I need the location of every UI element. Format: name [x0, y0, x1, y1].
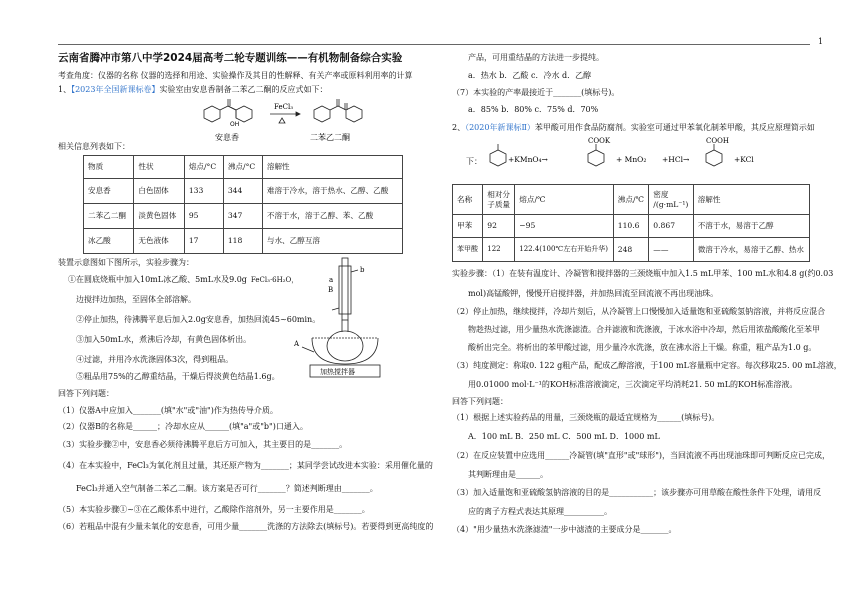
step-1: ①在圆底烧瓶中加入10mL冰乙酸、5mL水及9.0g FeCl₃·6H₂O， [68, 275, 299, 284]
label-b2: b [360, 266, 365, 274]
procedure-line: 用0.01000 mol·L⁻¹的KOH标准溶液滴定，三次滴定平均消耗21. 50 mL的KOH标准溶液。 [468, 380, 798, 389]
table-cell: 344 [223, 179, 262, 204]
step-2: ②停止加热，待沸腾平息后加入2.0g安息香，加热回流45~60min。 [76, 315, 321, 324]
reagent-label: FeCl₃ [274, 103, 294, 111]
page-title: 云南省腾冲市第八中学2024届高考二轮专题训练——有机物制备综合实验 [58, 52, 403, 64]
cooh-label: COOH [706, 137, 729, 145]
q2-sub-1-options: A．100 mL B．250 mL C．500 mL D．1000 mL [468, 432, 660, 441]
intro-text: 考查角度：仪器的名称 仪器的选择和用途、实验操作及其目的性解释、有关产率或原料利用率的计算 [58, 71, 413, 80]
table-cell: 110.6 [613, 215, 649, 238]
procedure-line: （2）停止加热，继续搅拌，冷却片刻后，从冷凝管上口慢慢加入适量饱和亚硫酸氢钠溶液，并将反应混合 [452, 307, 826, 316]
table-header: 溶解性 [262, 156, 402, 179]
q2-sub-2b: 其判断理由是______。 [468, 470, 548, 479]
table-cell: 118 [223, 229, 262, 254]
q1-sub-7: （7）本实验的产率最接近于_______(填标号)。 [452, 88, 620, 97]
table-cell: 安息香 [84, 179, 134, 204]
q1-properties-table [83, 155, 403, 254]
eq-part-2: + MnO₂ [616, 155, 647, 164]
table-cell: 95 [184, 204, 223, 229]
q2-properties-table [452, 184, 810, 262]
table-row [84, 179, 403, 204]
table-cell: 248 [613, 238, 649, 262]
q2-sub-3: （3）加入适量饱和亚硫酸氢钠溶液的目的是___________；该步骤亦可用草酸在酸性条件下处理，请用反 [452, 488, 822, 497]
step1-reagent: FeCl₃·6H₂O， [250, 276, 299, 284]
info-label: 相关信息列表如下： [58, 142, 130, 151]
header-rule [58, 44, 810, 45]
diketone-ring-left [314, 106, 330, 122]
procedure-line: （3）纯度测定：称取0. 122 g粗产品，配成乙醇溶液，于100 mL容量瓶中定容。每次移取25. 00 mL溶液， [452, 361, 842, 370]
q7-options: a．85% b．80% c．75% d．70% [468, 105, 599, 114]
table-cell: 甲苯 [453, 215, 483, 238]
procedure-line: 物趁热过滤，用少量热水洗涤滤渣。合并滤液和洗涤液，于冰水浴中冷却，然后用浓盐酸酸化至苯甲 [468, 325, 820, 334]
q1-source: 【2023年全国新课标卷】 [71, 85, 160, 94]
setup-intro: 装置示意图如下图所示，实验步骤为： [58, 258, 194, 267]
q1-number: 1、 [58, 85, 72, 94]
q1-stem [58, 86, 327, 94]
label-a: A [294, 340, 300, 348]
table-header-row [84, 156, 403, 179]
procedure-line: 实验步骤：（1）在装有温度计、冷凝管和搅拌器的三颈烧瓶中加入1.5 mL甲苯、100 mL水和4.8 g(约0.03 [452, 269, 834, 278]
q2-sub-2: （2）在反应装置中应选用______冷凝管(填"直形"或"球形")，当回流液不再出现油珠即可判断反应已完成， [452, 451, 831, 460]
benzoic-acid-ring [706, 150, 722, 166]
table-cell: 0.867 [649, 215, 693, 238]
table-cell: 122 [483, 238, 515, 262]
table-cell: 与水、乙醇互溶 [262, 229, 402, 254]
product-name: 二苯乙二酮 [310, 133, 350, 142]
toluene-oxidation-equation [484, 136, 774, 172]
table-row [84, 204, 403, 229]
q1-sub-4b: FeCl₃并通入空气制备二苯乙二酮。该方案是否可行_______？简述判断理由_______。 [76, 484, 378, 493]
table-cell: 133 [184, 179, 223, 204]
q2-sub-3b: 应的离子方程式表达其原理__________。 [468, 507, 612, 516]
table-header: 相对分 子质量 [483, 185, 515, 215]
step-5: ⑤粗品用75%的乙醇重结晶，干燥后得淡黄色结晶1.6g。 [76, 372, 280, 381]
q2-sub-1: （1）根据上述实验药品的用量，三颈烧瓶的最适宜规格为______(填标号)。 [452, 413, 720, 422]
q2-number: 2、 [452, 123, 466, 132]
step-3: ③加入50mL水，煮沸后冷却，有黄色固体析出。 [76, 335, 252, 344]
q2-sub-4: （4）"用少量热水洗涤滤渣"一步中滤渣的主要成分是_______。 [452, 525, 677, 534]
step-4: ④过滤，并用冷水洗涤固体3次，得到粗品。 [76, 355, 234, 364]
table-header: 密度 /(g·mL⁻¹) [649, 185, 693, 215]
q6-options: a．热水 b．乙酸 c．冷水 d．乙醇 [468, 71, 592, 80]
q2-stem [452, 124, 815, 132]
benzoin-reaction-scheme [190, 96, 390, 146]
label-b: B [328, 286, 334, 294]
q1-stem-text: 实验室由安息香制备二苯乙二酮的反应式如下： [159, 85, 328, 94]
benzoin-ring-left [204, 106, 220, 122]
eq-part-1: +KMnO₄→ [508, 155, 548, 164]
table-row [453, 215, 810, 238]
table-cell: 不溶于水，溶于乙醇、苯、乙酸 [262, 204, 402, 229]
svg-text:OH: OH [230, 121, 240, 128]
table-cell: —— [649, 238, 693, 262]
table-header: 沸点/℃ [613, 185, 649, 215]
table-cell: 苯甲酸 [453, 238, 483, 262]
procedure-line: 酸析出完全。将析出的苯甲酸过滤，用少量冷水洗涤，放在沸水浴上干燥。称重，粗产品为1.0 g。 [468, 343, 817, 352]
q2-answer-label: 回答下列问题： [452, 397, 508, 406]
table-cell: 冰乙酸 [84, 229, 134, 254]
q1-sub-1: （1）仪器A中应加入_______(填"水"或"油")作为热传导介质。 [58, 406, 278, 415]
table-header: 物质 [84, 156, 134, 179]
table-header: 熔点/℃ [515, 185, 614, 215]
table-header-row [453, 185, 810, 215]
table-cell: 347 [223, 204, 262, 229]
table-cell: 17 [184, 229, 223, 254]
table-header: 溶解性 [693, 185, 809, 215]
q1-sub-5: （5）本实验步骤①~③在乙酸体系中进行，乙酸除作溶剂外，另一主要作用是_______。 [58, 505, 370, 514]
table-header: 熔点/°C [184, 156, 223, 179]
table-cell: 二苯乙二酮 [84, 204, 134, 229]
answer-label: 回答下列问题： [58, 389, 114, 398]
q1-sub-6: （6）若粗品中混有少量未氧化的安息香，可用少量_______洗涤的方法除去(填标号)。若要得到更高纯度的 [58, 522, 434, 531]
cook-label: COOK [588, 137, 611, 145]
table-header: 沸点/°C [223, 156, 262, 179]
eq-part-3: +HCl→ [662, 155, 690, 164]
benzoin-ring-right [236, 106, 252, 122]
table-header: 性状 [134, 156, 184, 179]
table-cell: 淡黄色固体 [134, 204, 184, 229]
table-cell: 难溶于冷水，溶于热水、乙醇、乙酸 [262, 179, 402, 204]
stirrer-label: 加热搅拌器 [320, 368, 355, 376]
table-cell: 微溶于冷水，易溶于乙醇、热水 [693, 238, 809, 262]
procedure-line: mol)高锰酸钾，慢慢开启搅拌器，并加热回流至回流液不再出现油珠。 [468, 289, 719, 298]
q1-sub-2: （2）仪器B的名称是______；冷却水应从______(填"a"或"b")口通入。 [58, 422, 308, 431]
q2-stem-text: 苯甲酸可用作食品防腐剂。实验室可通过甲苯氧化制苯甲酸，其反应原理简示如 [534, 123, 815, 132]
table-row [84, 229, 403, 254]
reactant-name: 安息香 [215, 133, 239, 142]
page-number: 1 [818, 37, 824, 46]
table-row [453, 238, 810, 262]
step-1b: 边搅拌边加热，至固体全部溶解。 [76, 295, 196, 304]
table-cell: 不溶于水，易溶于乙醇 [693, 215, 809, 238]
toluene-ring [490, 150, 506, 166]
q1-sub-6-cont: 产品，可用重结晶的方法进一步提纯。 [468, 53, 604, 62]
reflux-apparatus-diagram [282, 252, 402, 382]
diketone-ring-right [346, 106, 362, 122]
table-cell: 白色固体 [134, 179, 184, 204]
benzoate-ring [588, 150, 604, 166]
label-a2: a [329, 276, 334, 284]
equation-prefix: 下： [466, 157, 482, 166]
table-cell: 无色液体 [134, 229, 184, 254]
table-header: 名称 [453, 185, 483, 215]
table-cell: −95 [515, 215, 614, 238]
q2-source: （2020年新课标Ⅱ） [465, 123, 535, 132]
table-cell: 92 [483, 215, 515, 238]
table-cell: 122.4(100℃左右开始升华) [515, 238, 614, 262]
eq-part-4: +KCl [734, 155, 754, 164]
q1-sub-4: （4）在本实验中，FeCl₃为氧化剂且过量，其还原产物为_______；某同学尝试改进本实验：采用催化量的 [58, 461, 433, 470]
q1-sub-3: （3）实验步骤②中，安息香必须待沸腾平息后方可加入，其主要目的是_______。 [58, 440, 348, 449]
